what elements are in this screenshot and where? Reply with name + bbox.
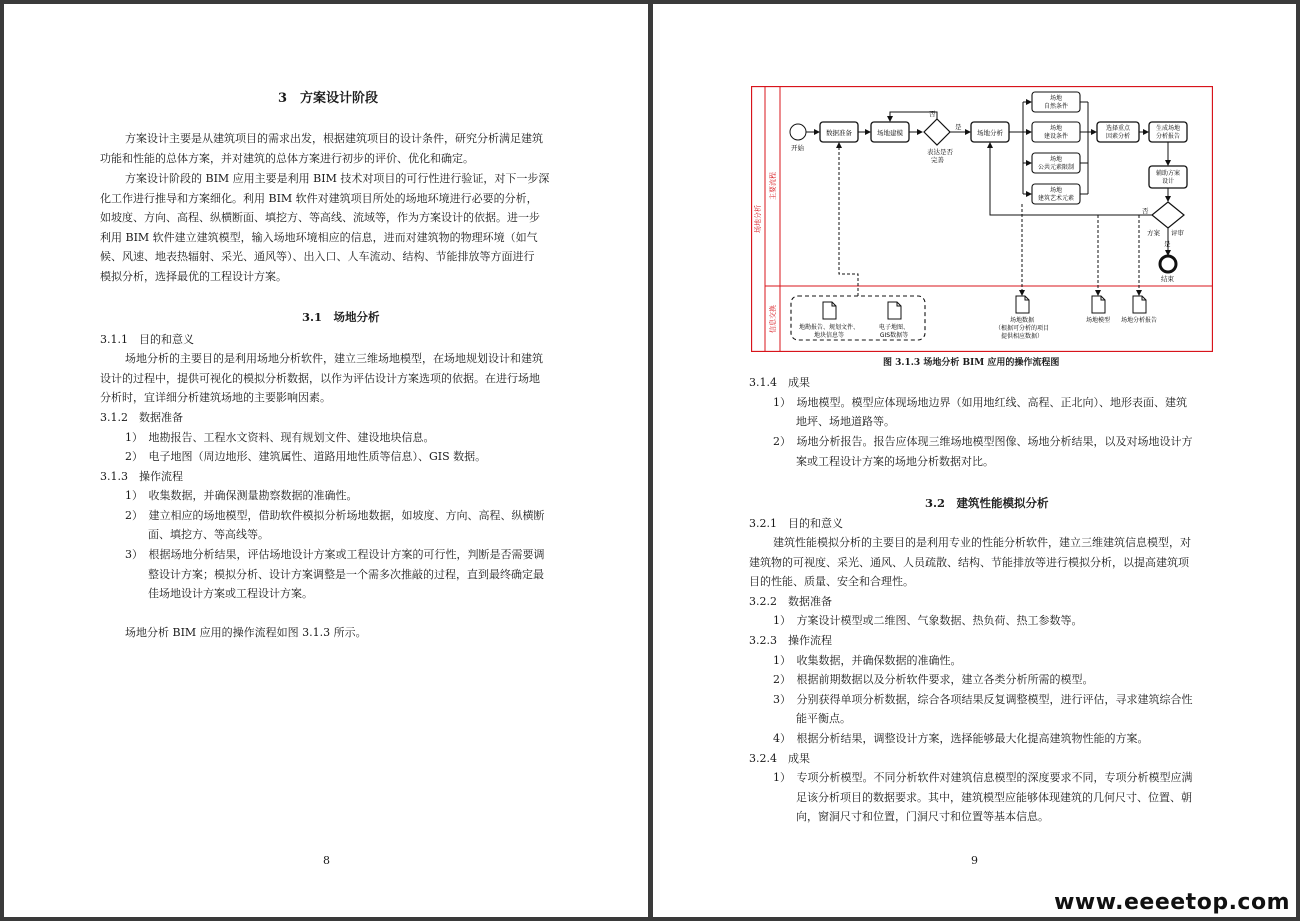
subsection-title: 3.1.3 操作流程 [100,470,183,483]
data-prep-label: 数据准备 [826,129,852,137]
document-icon [823,302,836,319]
decision1-label: 表达是否 [927,148,953,156]
flow-diagram [751,86,1213,352]
document-icon [888,302,901,319]
subsection-title: 3.2.2 数据准备 [749,595,832,608]
box-label: 场地 [1049,125,1063,132]
intro-line: 模拟分析，选择最优的工程设计方案。 [100,270,287,283]
watermark: www.eeeetop.com [1054,890,1290,915]
site-analysis-label: 场地分析 [977,129,1003,137]
start-label: 开始 [791,144,804,152]
subsection-title: 3.1.2 数据准备 [100,411,183,424]
intro-line: 候、风速、地表热辐射、采光、通风等）、出入口、人车流动、结构、节能排放等方面进行 [100,250,535,263]
decision-complete [924,119,950,145]
section-title: 3.2 建筑性能模拟分析 [925,496,1049,510]
plan-label: 方案 [1147,229,1160,237]
doc-label: 电子地图、 [878,324,910,331]
intro-line: 化工作进行推导和方案细化。利用 BIM 软件对建筑项目所处的场地环境进行必要的分析， [100,192,538,205]
page-number: 8 [323,854,330,867]
list-item: 2） 建立相应的场地模型，借助软件模拟分析场地数据，如坡度、方向、高程、纵横断 [125,509,545,522]
document-icon [1133,296,1146,313]
figure-caption: 图 3.1.3 场地分析 BIM 应用的操作流程图 [883,358,1060,368]
end-label: 结束 [1161,275,1174,283]
box-label: 分析报告 [1155,133,1181,140]
doc-label: GIS数据等 [879,332,909,339]
body-line: 目的性能、质量、安全和合理性。 [749,575,914,588]
list-item: 能平衡点。 [796,712,851,725]
doc-label: 提供相应数据） [1000,333,1044,340]
list-item: 向，窗洞尺寸和位置，门洞尺寸和位置等基本信息。 [796,810,1049,823]
doc-label: 场地分析报告 [1120,317,1158,324]
subsection-title: 3.1.4 成果 [749,376,810,389]
box-label: 生成场地 [1155,125,1181,132]
right-page [653,4,1296,917]
list-item: 3） 分别获得单项分析数据，综合各项结果反复调整模型，进行评估，寻求建筑综合性 [773,693,1193,706]
list-item: 1） 地勘报告、工程水文资料、现有规划文件、建设地块信息。 [125,431,435,444]
section-title: 3.1 场地分析 [302,310,380,324]
lane-info-label: 信息交换 [769,305,777,333]
subsection-title: 3.1.1 目的和意义 [100,333,194,346]
list-item: 1） 场地模型。模型应体现场地边界（如用地红线、高程、正北向）、地形表面、建筑 [773,396,1187,409]
body-line: 场地分析的主要目的是利用场地分析软件，建立三维场地模型，在场地规划设计和建筑 [125,352,543,365]
doc-label: 场地模型 [1085,317,1111,324]
yes1-label: 是 [955,123,962,131]
intro-line: 方案设计阶段的 BIM 应用主要是利用 BIM 技术对项目的可行性进行验证，对下一步深 [125,172,550,185]
intro-line: 利用 BIM 软件建立建筑模型，输入场地环境相应的信息，进而对建筑物的物理环境（如气 [100,231,538,244]
data-flow-dashed [839,143,858,296]
list-item: 1） 收集数据，并确保测量勘察数据的准确性。 [125,489,358,502]
yes2-label: 是 [1164,240,1171,248]
chapter-title: 3 方案设计阶段 [278,91,379,106]
list-item: 案或工程设计方案的场地分析数据对比。 [796,455,994,468]
box-label: 场地 [1049,156,1063,163]
document-icon [1092,296,1105,313]
list-item: 地坪、场地道路等。 [796,415,895,428]
list-item: 1） 专项分析模型。不同分析软件对建筑信息模型的深度要求不同，专项分析模型应满 [773,771,1193,784]
lane-outer-label: 场地分析 [754,205,762,233]
box-label: 辅助方案 [1155,170,1181,177]
box-label: 场地 [1049,187,1063,194]
list-item: 面、填挖方、等高线等。 [148,528,269,541]
box-label: 设计 [1161,178,1175,185]
list-item: 2） 根据前期数据以及分析软件要求，建立各类分析所需的模型。 [773,673,1094,686]
box-label: 场地 [1049,95,1063,102]
list-item: 4） 根据分析结果，调整设计方案，选择能够最大化提高建筑物性能的方案。 [773,732,1149,745]
box-label: 建设条件 [1043,133,1069,140]
subsection-title: 3.2.3 操作流程 [749,634,832,647]
list-item: 1） 收集数据，并确保数据的准确性。 [773,654,962,667]
subsection-title: 3.2.1 目的和意义 [749,517,843,530]
list-item: 2） 场地分析报告。报告应体现三维场地模型图像、场地分析结果，以及对场地设计方 [773,435,1193,448]
subsection-title: 3.2.4 成果 [749,752,810,765]
no2-label: 否 [1142,207,1149,215]
document-icon [1016,296,1029,313]
left-page [4,4,648,917]
doc-label: （根据可分析的项目 [994,325,1050,332]
body-line: 建筑物的可视度、采光、通风、人员疏散、结构、节能排放等进行模拟分析，以提高建筑项 [749,556,1189,569]
page-number: 9 [971,854,978,867]
box-label: 选择重点 [1105,125,1131,132]
intro-line: 如坡度、方向、高程、纵横断面、填挖方、等高线、流域等，作为方案设计的依据。进一步 [100,211,540,224]
decision-review [1152,202,1184,228]
box-label: 自然条件 [1043,103,1069,110]
intro-line: 功能和性能的总体方案，并对建筑的总体方案进行初步的评价、优化和确定。 [100,152,474,165]
doc-label: 地勘报告、规划文件、 [798,324,860,331]
figure-reference: 场地分析 BIM 应用的操作流程如图 3.1.3 所示。 [125,626,367,639]
box-label: 因素分析 [1105,133,1131,140]
list-item: 2） 电子地图（周边地形、建筑属性、道路用地性质等信息）、GIS 数据。 [125,450,487,463]
body-line: 设计的过程中，提供可视化的模拟分析数据，以作为评估设计方案选项的依据。在进行场地 [100,372,540,385]
list-item: 佳场地设计方案或工程设计方案。 [148,587,313,600]
list-item: 整设计方案；模拟分析、设计方案调整是一个需多次推敲的过程，直到最终确定最 [148,568,544,581]
box-label: 建筑艺术元素 [1037,195,1075,202]
decision1-label: 完善 [931,156,944,164]
body-line: 建筑性能模拟分析的主要目的是利用专业的性能分析软件，建立三维建筑信息模型，对 [773,536,1191,549]
lane-main-label: 主要流程 [769,172,777,200]
body-line: 分析时，宜详细分析建筑场地的主要影响因素。 [100,391,331,404]
no1-label: 否 [929,110,936,118]
intro-line: 方案设计主要是从建筑项目的需求出发，根据建筑项目的设计条件，研究分析满足建筑 [125,132,543,145]
start-event [790,124,806,140]
box-label: 公共元素限制 [1037,164,1075,171]
list-item: 足该分析项目的数据要求。其中，建筑模型应能够体现建筑的几何尺寸、位置、朝 [796,791,1192,804]
doc-label: 场地数据 [1009,317,1035,324]
review-label: 评审 [1171,229,1184,237]
site-modeling-label: 场地建模 [877,129,903,137]
doc-label: 地块信息等 [813,332,845,339]
list-item: 1） 方案设计模型或二维图、气象数据、热负荷、热工参数等。 [773,614,1083,627]
end-event [1160,256,1176,272]
list-item: 3） 根据场地分析结果，评估场地设计方案或工程设计方案的可行性，判断是否需要调 [125,548,545,561]
